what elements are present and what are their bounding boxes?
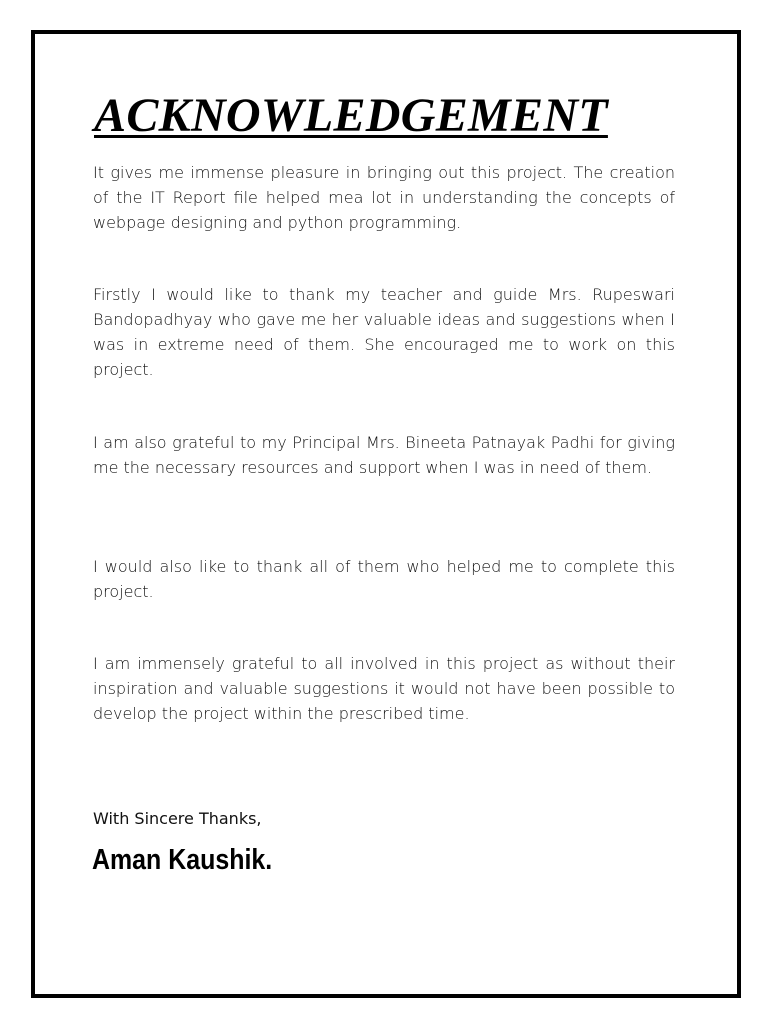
closing-line: With Sincere Thanks, — [93, 809, 262, 828]
paragraph-gratitude: I am immensely grateful to all involved in this project as without their inspiration and valuable suggestions it would not have been possible to develop the project within the prescribed time. — [93, 654, 675, 723]
paragraph-general-thanks: I would also like to thank all of them who helped me to complete this project. — [93, 557, 675, 601]
page-title: ACKNOWLEDGEMENT — [94, 89, 608, 142]
paragraph-teacher-thanks: Firstly I would like to thank my teacher and guide Mrs. Rupeswari Bandopadhyay who gave me her valuable ideas and suggestions when I was in extreme need of them. She encouraged me to work on this project. — [93, 285, 675, 379]
paragraph-intro: It gives me immense pleasure in bringing out this project. The creation of the IT Report file helped mea lot in understanding the concepts of webpage designing and python programming. — [93, 163, 675, 232]
signature-name: Aman Kaushik. — [92, 844, 273, 876]
paragraph-principal-thanks: I am also grateful to my Principal Mrs. Bineeta Patnayak Padhi for giving me the necessary resources and support when I was in need of them. — [93, 433, 675, 477]
